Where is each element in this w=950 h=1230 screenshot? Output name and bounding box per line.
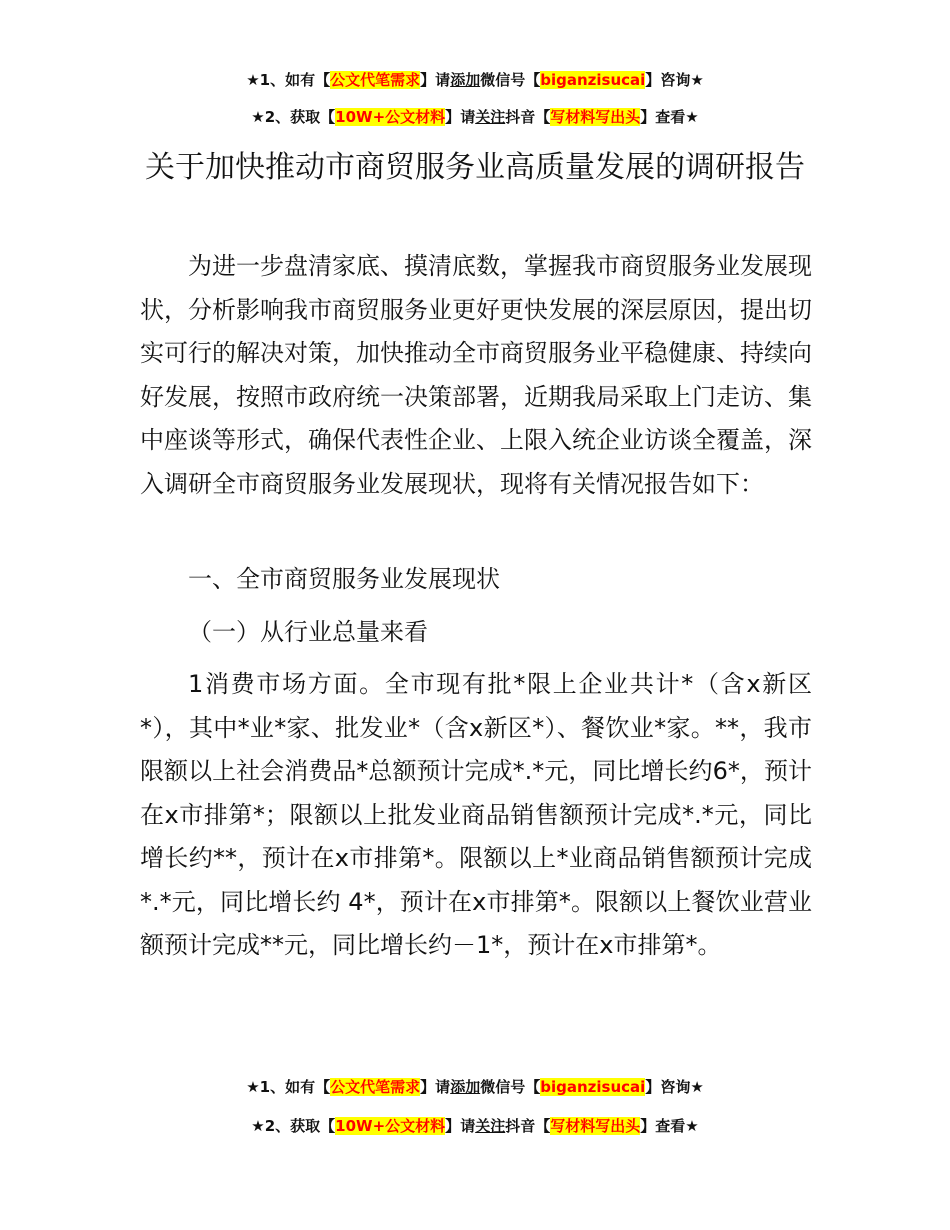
- document-title: 关于加快推动市商贸服务业高质量发展的调研报告: [145, 150, 805, 185]
- promo-text: 查看★: [655, 1117, 699, 1135]
- promo-text: ★1、如有: [246, 1078, 316, 1096]
- footer-promo-line-2: [0, 1115, 950, 1137]
- bracket: 】: [445, 108, 461, 126]
- promo-text: 咨询★: [660, 1078, 704, 1096]
- underlined-add: 添加: [450, 1078, 481, 1096]
- bracket: 】: [645, 1078, 661, 1096]
- promo-text: ★2、获取: [251, 108, 321, 126]
- footer-promo-line-1: [0, 1076, 950, 1098]
- promo-text: 请: [460, 1117, 476, 1135]
- promo-text: 抖音: [505, 1117, 536, 1135]
- bracket: 】: [420, 71, 436, 89]
- highlight-wechat-id: biganzisucai: [540, 71, 646, 89]
- promo-text: 请: [435, 71, 451, 89]
- promo-text: 微信号: [480, 71, 526, 89]
- promo-text: 请: [435, 1078, 451, 1096]
- highlight-ghostwriting: 公文代笔需求: [330, 1078, 421, 1096]
- header-promo-line-2: [0, 106, 950, 128]
- highlight-wechat-id: biganzisucai: [540, 1078, 646, 1096]
- bracket: 】: [640, 108, 656, 126]
- header-promo-line-1: [0, 69, 950, 91]
- underlined-add: 添加: [450, 71, 481, 89]
- underlined-follow: 关注: [475, 1117, 506, 1135]
- promo-text: 抖音: [505, 108, 536, 126]
- bracket: 【: [320, 108, 336, 126]
- section-heading: 一、全市商贸服务业发展现状: [188, 565, 500, 593]
- bracket: 【: [525, 71, 541, 89]
- promo-text: 查看★: [655, 108, 699, 126]
- bracket: 】: [420, 1078, 436, 1096]
- bracket: 】: [640, 1117, 656, 1135]
- bracket: 【: [535, 1117, 551, 1135]
- promo-text: ★1、如有: [246, 71, 316, 89]
- highlight-materials: 10W+公文材料: [335, 108, 446, 126]
- underlined-follow: 关注: [475, 108, 506, 126]
- promo-text: 微信号: [480, 1078, 526, 1096]
- highlight-materials: 10W+公文材料: [335, 1117, 446, 1135]
- promo-text: 咨询★: [660, 71, 704, 89]
- bracket: 【: [535, 108, 551, 126]
- promo-text: ★2、获取: [251, 1117, 321, 1135]
- bracket: 【: [315, 1078, 331, 1096]
- bracket: 【: [525, 1078, 541, 1096]
- highlight-ghostwriting: 公文代笔需求: [330, 71, 421, 89]
- promo-text: 请: [460, 108, 476, 126]
- bracket: 】: [445, 1117, 461, 1135]
- bracket: 【: [315, 71, 331, 89]
- consumer-market-paragraph: 1消费市场方面。全市现有批*限上企业共计*（含x新区*），其中*业*家、批发业*（含x新区*）、餐饮业*家。**，我市限额以上社会消费品*总额预计完成*.*元，同比增长约6*，预计在x市排第*；限额以上批发业商品销售额预计完成*.*元，同比增长约**，预计在x市排第*。限额以上*业商品销售额预计完成*.*元，同比增长约 4*，预计在x市排第*。限额以上餐饮业营业额预计完成**元，同比增长约－1*，预计在x市排第*。: [140, 670, 812, 959]
- highlight-douyin-account: 写材料写出头: [550, 1117, 641, 1135]
- subsection-heading: （一）从行业总量来看: [188, 618, 428, 646]
- bracket: 】: [645, 71, 661, 89]
- intro-paragraph: 为进一步盘清家底、摸清底数，掌握我市商贸服务业发展现状，分析影响我市商贸服务业更好更快发展的深层原因，提出切实可行的解决对策，加快推动全市商贸服务业平稳健康、持续向好发展，按照市政府统一决策部署，近期我局采取上门走访、集中座谈等形式，确保代表性企业、上限入统企业访谈全覆盖，深入调研全市商贸服务业发展现状，现将有关情况报告如下：: [140, 252, 812, 498]
- highlight-douyin-account: 写材料写出头: [550, 108, 641, 126]
- bracket: 【: [320, 1117, 336, 1135]
